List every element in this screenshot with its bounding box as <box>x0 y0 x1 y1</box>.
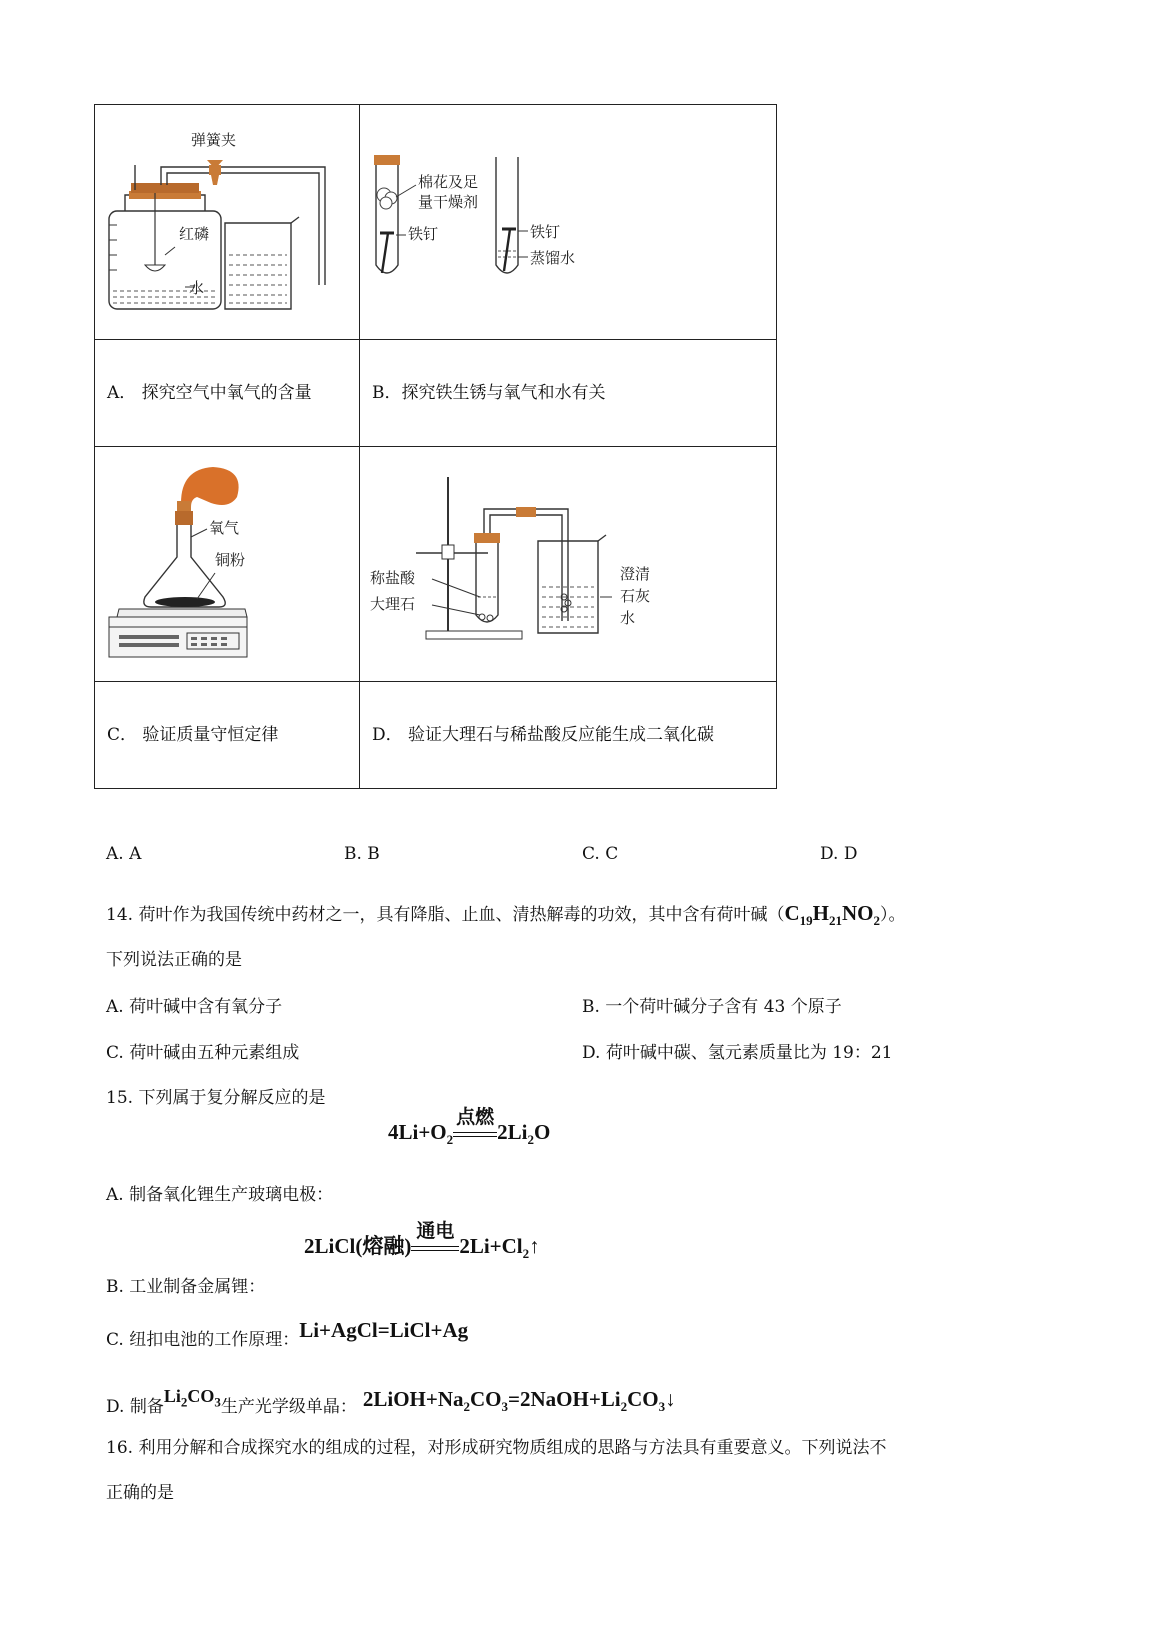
q16-stem-line1: 16. 利用分解和合成探究水的组成的过程，对形成研究物质组成的思路与方法具有重要意义。下列说法不 <box>106 1438 887 1458</box>
caption-d: D． 验证大理石与稀盐酸反应能生成二氧化碳 <box>372 725 715 745</box>
q15-d-compound: $Li_2CO_3$ <box>163 1386 221 1410</box>
label-water: 水 <box>189 279 205 297</box>
figure-a-apparatus <box>95 105 359 334</box>
q15-a-left: $4Li+O_2$ <box>388 1120 454 1148</box>
q14-option-a[interactable]: A. 荷叶碱中含有氧分子 <box>106 997 283 1017</box>
caption-c-cell <box>95 682 360 789</box>
figure-d-cell <box>360 447 777 682</box>
q15-option-c[interactable] <box>106 1318 469 1351</box>
figure-c-flask-balance <box>95 447 359 676</box>
q14-stem-line1 <box>106 900 905 929</box>
q15-b-left: 2LiCl(熔融) <box>304 1234 412 1258</box>
label-nail-1: 铁钉 <box>408 225 439 243</box>
figure-a-cell <box>95 105 360 340</box>
q15-option-d[interactable] <box>106 1386 676 1421</box>
q15-d-text2: 生产光学级单晶： <box>220 1397 357 1417</box>
caption-d-cell <box>360 682 777 789</box>
q13-option-c[interactable]: C. C <box>582 844 619 864</box>
label-copper-powder: 铜粉 <box>215 551 246 569</box>
caption-b-cell <box>360 340 777 447</box>
q14-stem-line2: 下列说法正确的是 <box>106 950 242 970</box>
q16-stem-line2: 正确的是 <box>106 1483 174 1503</box>
q15-a-right: $2Li_2O$ <box>497 1120 551 1148</box>
caption-a: A． 探究空气中氧气的含量 <box>107 383 312 403</box>
label-limewater-2: 石灰 <box>620 587 651 605</box>
q15-c-text: C. 纽扣电池的工作原理： <box>106 1330 300 1350</box>
label-oxygen: 氧气 <box>209 519 240 537</box>
q15-a-arrow <box>453 1106 497 1137</box>
caption-a-cell <box>95 340 360 447</box>
figure-b-test-tubes <box>360 105 776 334</box>
q13-option-a[interactable]: A. A <box>106 844 142 864</box>
q15-option-b[interactable]: B. 工业制备金属锂： <box>106 1277 266 1297</box>
q14-option-c[interactable]: C. 荷叶碱由五种元素组成 <box>106 1043 300 1063</box>
label-spring-clip: 弹簧夹 <box>191 131 237 149</box>
q15-b-equation <box>304 1220 540 1262</box>
q15-stem: 15. 下列属于复分解反应的是 <box>106 1088 326 1108</box>
label-cotton: 棉花及足 <box>418 173 479 191</box>
caption-b: B．探究铁生锈与氧气和水有关 <box>372 383 606 403</box>
experiment-table <box>94 104 777 789</box>
caption-c: C． 验证质量守恒定律 <box>107 725 279 745</box>
q15-b-condition: 通电 <box>416 1220 455 1242</box>
q13-option-b[interactable]: B. B <box>344 844 380 864</box>
q14-stem-end: ）。 <box>879 905 906 925</box>
q14-formula: $C_{19}H_{21}NO_2$ <box>784 901 880 929</box>
label-red-phosphorus: 红磷 <box>179 225 210 243</box>
q14-option-d[interactable]: D. 荷叶碱中碳、氢元素质量比为 19：21 <box>582 1043 893 1063</box>
figure-c-cell <box>95 447 360 682</box>
figure-d-co2-apparatus <box>360 447 776 676</box>
label-distilled-water: 蒸馏水 <box>530 249 576 267</box>
label-marble: 大理石 <box>370 595 416 613</box>
q15-a-equation <box>388 1106 551 1148</box>
figure-b-cell <box>360 105 777 340</box>
q15-b-arrow <box>411 1220 459 1251</box>
q15-d-formula: $2LiOH+Na_2CO_3=2NaOH+Li_2CO_3↓$ <box>362 1387 676 1415</box>
label-desiccant: 量干燥剂 <box>418 193 479 211</box>
q14-option-b[interactable]: B. 一个荷叶碱分子含有 43 个原子 <box>582 997 842 1017</box>
label-limewater-1: 澄清 <box>620 565 651 583</box>
q14-stem-text: 14. 荷叶作为我国传统中药材之一，具有降脂、止血、清热解毒的功效，其中含有荷叶碱（ <box>106 905 785 925</box>
q15-option-a[interactable]: A. 制备氧化锂生产玻璃电极： <box>106 1185 334 1205</box>
q15-d-text1: D. 制备 <box>106 1397 164 1417</box>
q13-option-d[interactable]: D. D <box>820 844 858 864</box>
q15-a-condition: 点燃 <box>456 1106 495 1128</box>
q15-c-formula: Li+AgCl=LiCl+Ag <box>299 1318 469 1342</box>
q15-b-right: $2Li+Cl_2↑$ <box>459 1234 540 1262</box>
label-limewater-3: 水 <box>620 609 636 627</box>
label-dilute-hcl: 称盐酸 <box>370 569 416 587</box>
label-nail-2: 铁钉 <box>530 223 561 241</box>
